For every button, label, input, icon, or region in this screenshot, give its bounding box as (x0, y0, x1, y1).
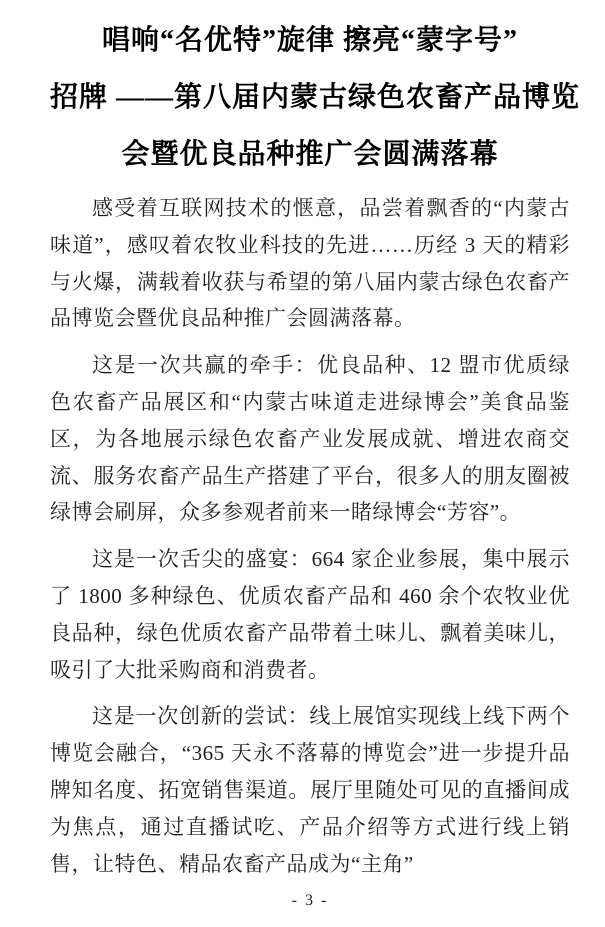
title-line-2: 招牌 ——第八届内蒙古绿色农畜产品博览 (50, 82, 581, 113)
paragraph-innovation-attempt: 这是一次创新的尝试：线上展馆实现线上线下两个博览会融合，“365 天永不落幕的博览会”进一步提升品牌知名度、拓宽销售渠道。展厅里随处可见的直播间成为焦点，通过直播试吃、产品介绍等方式进行线上销售，让特色、精品农畜产品成为“主角” (50, 704, 570, 876)
page-number: - 3 - (291, 892, 329, 909)
paragraph-taste-feast: 这是一次舌尖的盛宴：664 家企业参展，集中展示了 1800 多种绿色、优质农畜产品和 460 余个农牧业优良品种，绿色优质农畜产品带着土味儿、飘着美味儿，吸引了大批采购商和消费者。 (50, 547, 570, 682)
document-body (50, 190, 570, 882)
page-title (50, 12, 581, 183)
title-line-1: 唱响“名优特”旋律 擦亮“蒙字号” (101, 25, 518, 56)
paragraph-win-win-handshake: 这是一次共赢的牵手：优良品种、12 盟市优质绿色农畜产品展区和“内蒙古味道走进绿博会”美食品鉴区，为各地展示绿色农畜产业发展成就、增进农商交流、服务农畜产品生产搭建了平台，很多人的朋友圈被绿博会刷屏，众多参观者前来一睹绿博会“芳容”。 (50, 353, 570, 525)
paragraph-intro: 感受着互联网技术的惬意，品尝着飘香的“内蒙古味道”，感叹着农牧业科技的先进……历经 3 天的精彩与火爆，满载着收获与希望的第八届内蒙古绿色农畜产品博览会暨优良品种推广会圆满落幕。 (50, 196, 570, 331)
page-footer (50, 892, 570, 910)
title-line-3: 会暨优良品种推广会圆满落幕 (121, 139, 499, 170)
